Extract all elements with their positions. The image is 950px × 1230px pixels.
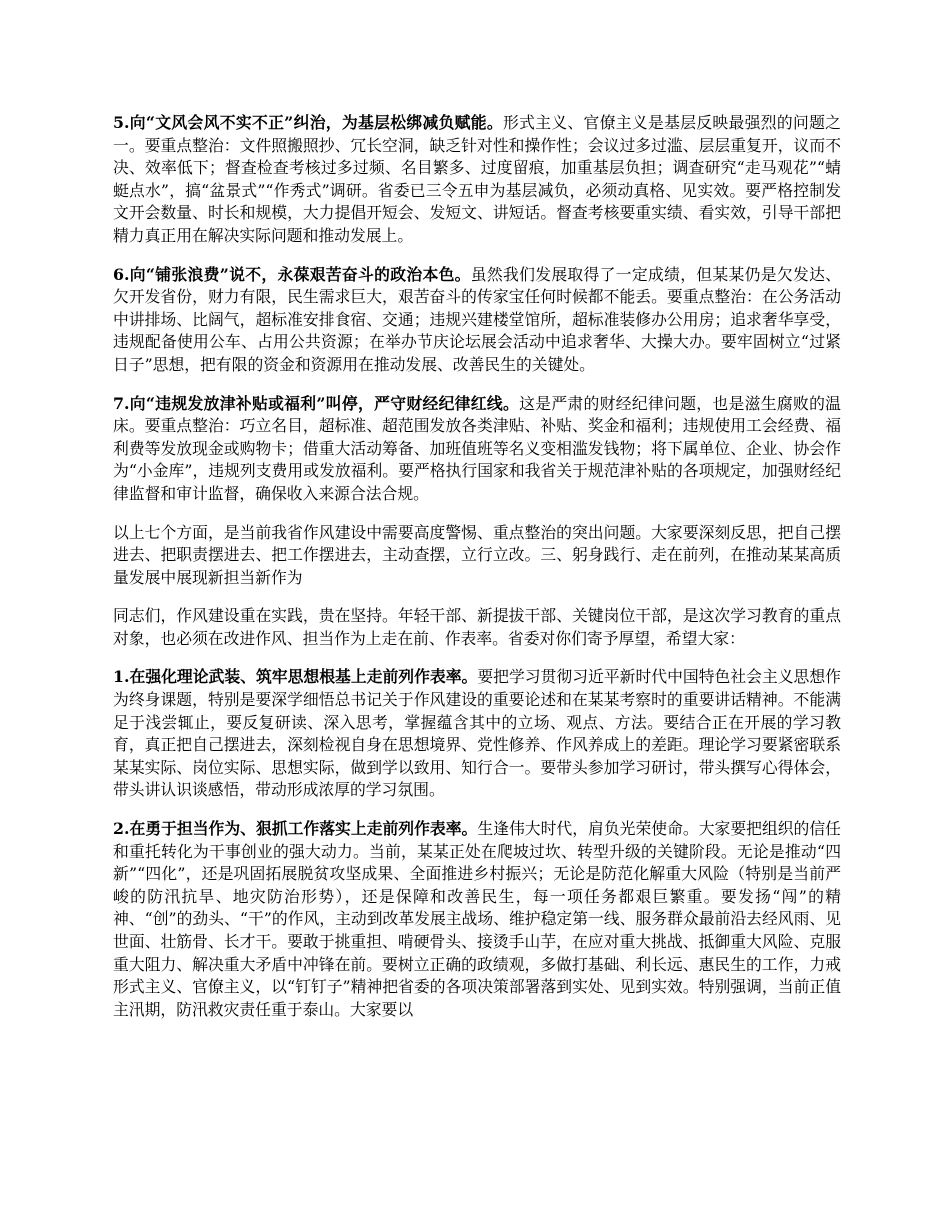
intro-paragraph	[113, 605, 841, 650]
paragraph-2-body: 生逢伟大时代，肩负光荣使命。大家要把组织的信任和重托转化为干事创业的强大动力。当前，某某正处在爬坡过坎、转型升级的关键阶段。无论是推动“四新”“四化”，还是巩固拓展脱贫攻坚成果、全面推进乡村振兴；无论是防范化解重大风险（特别是当前严峻的防汛抗旱、地灾防治形势），还是保障和改善民生，每一项任务都艰巨繁重。要发扬“闯”的精神、“创”的劲头、“干”的作风，主动到改革发展主战场、维护稳定第一线、服务群众最前沿去经风雨、见世面、壮筋骨、长才干。要敢于挑重担、啃硬骨头、接烫手山芋，在应对重大挑战、抵御重大风险、克服重大阻力、解决重大矛盾中冲锋在前。要树立正确的政绩观，多做打基础、利长远、惠民生的工作，力戒形式主义、官僚主义，以“钉钉子”精神把省委的各项决策部署落到实处、见到实效。特别强调，当前正值主汛期，防汛救灾责任重于泰山。大家要以	[113, 819, 841, 1019]
paragraph-7	[113, 393, 841, 506]
paragraph-7-body: 这是严肃的财经纪律问题，也是滋生腐败的温床。要重点整治：巧立名目，超标准、超范围发放各类津贴、补贴、奖金和福利；违规使用工会经费、福利费等发放现金或购物卡；借重大活动筹备、加班值班等名义变相滥发钱物；将下属单位、企业、协会作为“小金库”，违规列支费用或发放福利。要严格执行国家和我省关于规范津补贴的各项规定，加强财经纪律监督和审计监督，确保收入来源合法合规。	[113, 393, 841, 503]
paragraph-5-body: 形式主义、官僚主义是基层反映最强烈的问题之一。要重点整治：文件照搬照抄、冗长空洞，缺乏针对性和操作性；会议过多过滥、层层重复开，议而不决、效率低下；督查检查考核过多过频、名目繁多、过度留痕，加重基层负担；调查研究“走马观花”“蜻蜓点水”，搞“盆景式”“作秀式”调研。省委已三令五申为基层减负，必须动真格、见实效。要严格控制发文开会数量、时长和规模，大力提倡开短会、发短文、讲短话。督查考核要重实绩、看实效，引导干部把精力真正用在解决实际问题和推动发展上。	[113, 113, 841, 245]
summary-paragraph-body: 以上七个方面，是当前我省作风建设中需要高度警惕、重点整治的突出问题。大家要深刻反思，把自己摆进去、把职责摆进去、把工作摆进去，主动查摆，立行立改。三、躬身践行、走在前列，在推动某某高质量发展中展现新担当新作为	[113, 522, 841, 587]
paragraph-1	[113, 666, 841, 802]
paragraph-6	[113, 264, 841, 377]
intro-paragraph-body: 同志们，作风建设重在实践，贵在坚持。年轻干部、新提拔干部、关键岗位干部，是这次学习教育的重点对象，也必须在改进作风、担当作为上走在前、作表率。省委对你们寄予厚望，希望大家：	[113, 606, 841, 648]
paragraph-5-heading: 5.向“文风会风不实不正”纠治，为基层松绑减负赋能。	[113, 113, 503, 132]
paragraph-2	[113, 818, 841, 1021]
paragraph-5	[113, 112, 841, 248]
document-page	[113, 112, 841, 1037]
paragraph-2-heading: 2.在勇于担当作为、狠抓工作落实上走前列作表率。	[113, 819, 478, 839]
paragraph-7-heading: 7.向“违规发放津补贴或福利”叫停，严守财经纪律红线。	[113, 393, 520, 413]
summary-paragraph	[113, 522, 841, 590]
paragraph-1-heading: 1.在强化理论武装、筑牢思想根基上走前列作表率。	[113, 667, 478, 687]
paragraph-6-heading: 6.向“铺张浪费”说不，永葆艰苦奋斗的政治本色。	[113, 264, 471, 284]
paragraph-6-body: 虽然我们发展取得了一定成绩，但某某仍是欠发达、欠开发省份，财力有限，民生需求巨大，艰苦奋斗的传家宝任何时候都不能丢。要重点整治：在公务活动中讲排场、比阔气，超标准安排食宿、交通；违规兴建楼堂馆所，超标准装修办公用房；追求奢华享受，违规配备使用公车、占用公共资源；在举办节庆论坛展会活动中追求奢华、大操大办。要牢固树立“过紧日子”思想，把有限的资金和资源用在推动发展、改善民生的关键处。	[113, 264, 841, 374]
paragraph-1-body: 要把学习贯彻习近平新时代中国特色社会主义思想作为终身课题，特别是要深学细悟总书记关于作风建设的重要论述和在某某考察时的重要讲话精神。不能满足于浅尝辄止，要反复研读、深入思考，掌握蕴含其中的立场、观点、方法。要结合正在开展的学习教育，真正把自己摆进去，深刻检视自身在思想境界、党性修养、作风养成上的差距。理论学习要紧密联系某某实际、岗位实际、思想实际，做到学以致用、知行合一。要带头参加学习研讨，带头撰写心得体会，带头讲认识谈感悟，带动形成浓厚的学习氛围。	[113, 667, 841, 800]
